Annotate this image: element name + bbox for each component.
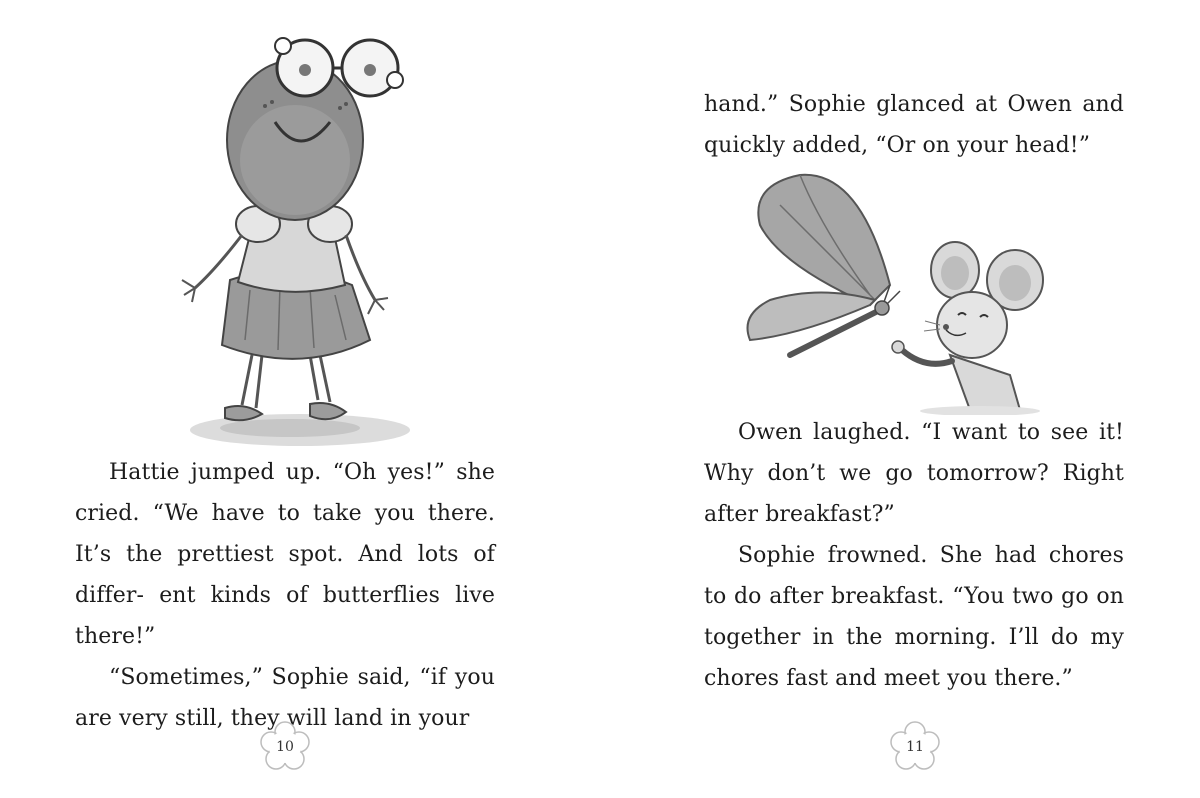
right-page-text <box>704 412 1124 699</box>
paragraph: Hattie jumped up. “Oh yes!” she cried. “We have to take you there. It’s the prettiest spot. And lots of differ- ent kinds of butterflies live there!” <box>75 460 495 649</box>
page-number-badge <box>258 720 312 774</box>
paragraph: Owen laughed. “I want to see it! Why don’t we go tomorrow? Right after breakfast?” <box>704 420 1124 527</box>
right-page-top-text <box>704 84 1124 166</box>
hattie-frog-girl-illustration <box>170 10 430 450</box>
paragraph: hand.” Sophie glanced at Owen and quickly added, “Or on your head!” <box>704 92 1124 158</box>
butterfly-and-mouse-illustration <box>740 165 1060 415</box>
page-number-badge <box>888 720 942 774</box>
left-page-text <box>75 452 495 739</box>
page-number: 11 <box>906 739 924 755</box>
paragraph: “Sometimes,” Sophie said, “if you are very still, they will land in your <box>75 665 495 731</box>
page-number: 10 <box>276 739 294 755</box>
right-page <box>600 0 1200 798</box>
paragraph: Sophie frowned. She had chores to do after breakfast. “You two go on together in the morning. I’ll do my chores fast and meet you there.” <box>704 543 1124 691</box>
